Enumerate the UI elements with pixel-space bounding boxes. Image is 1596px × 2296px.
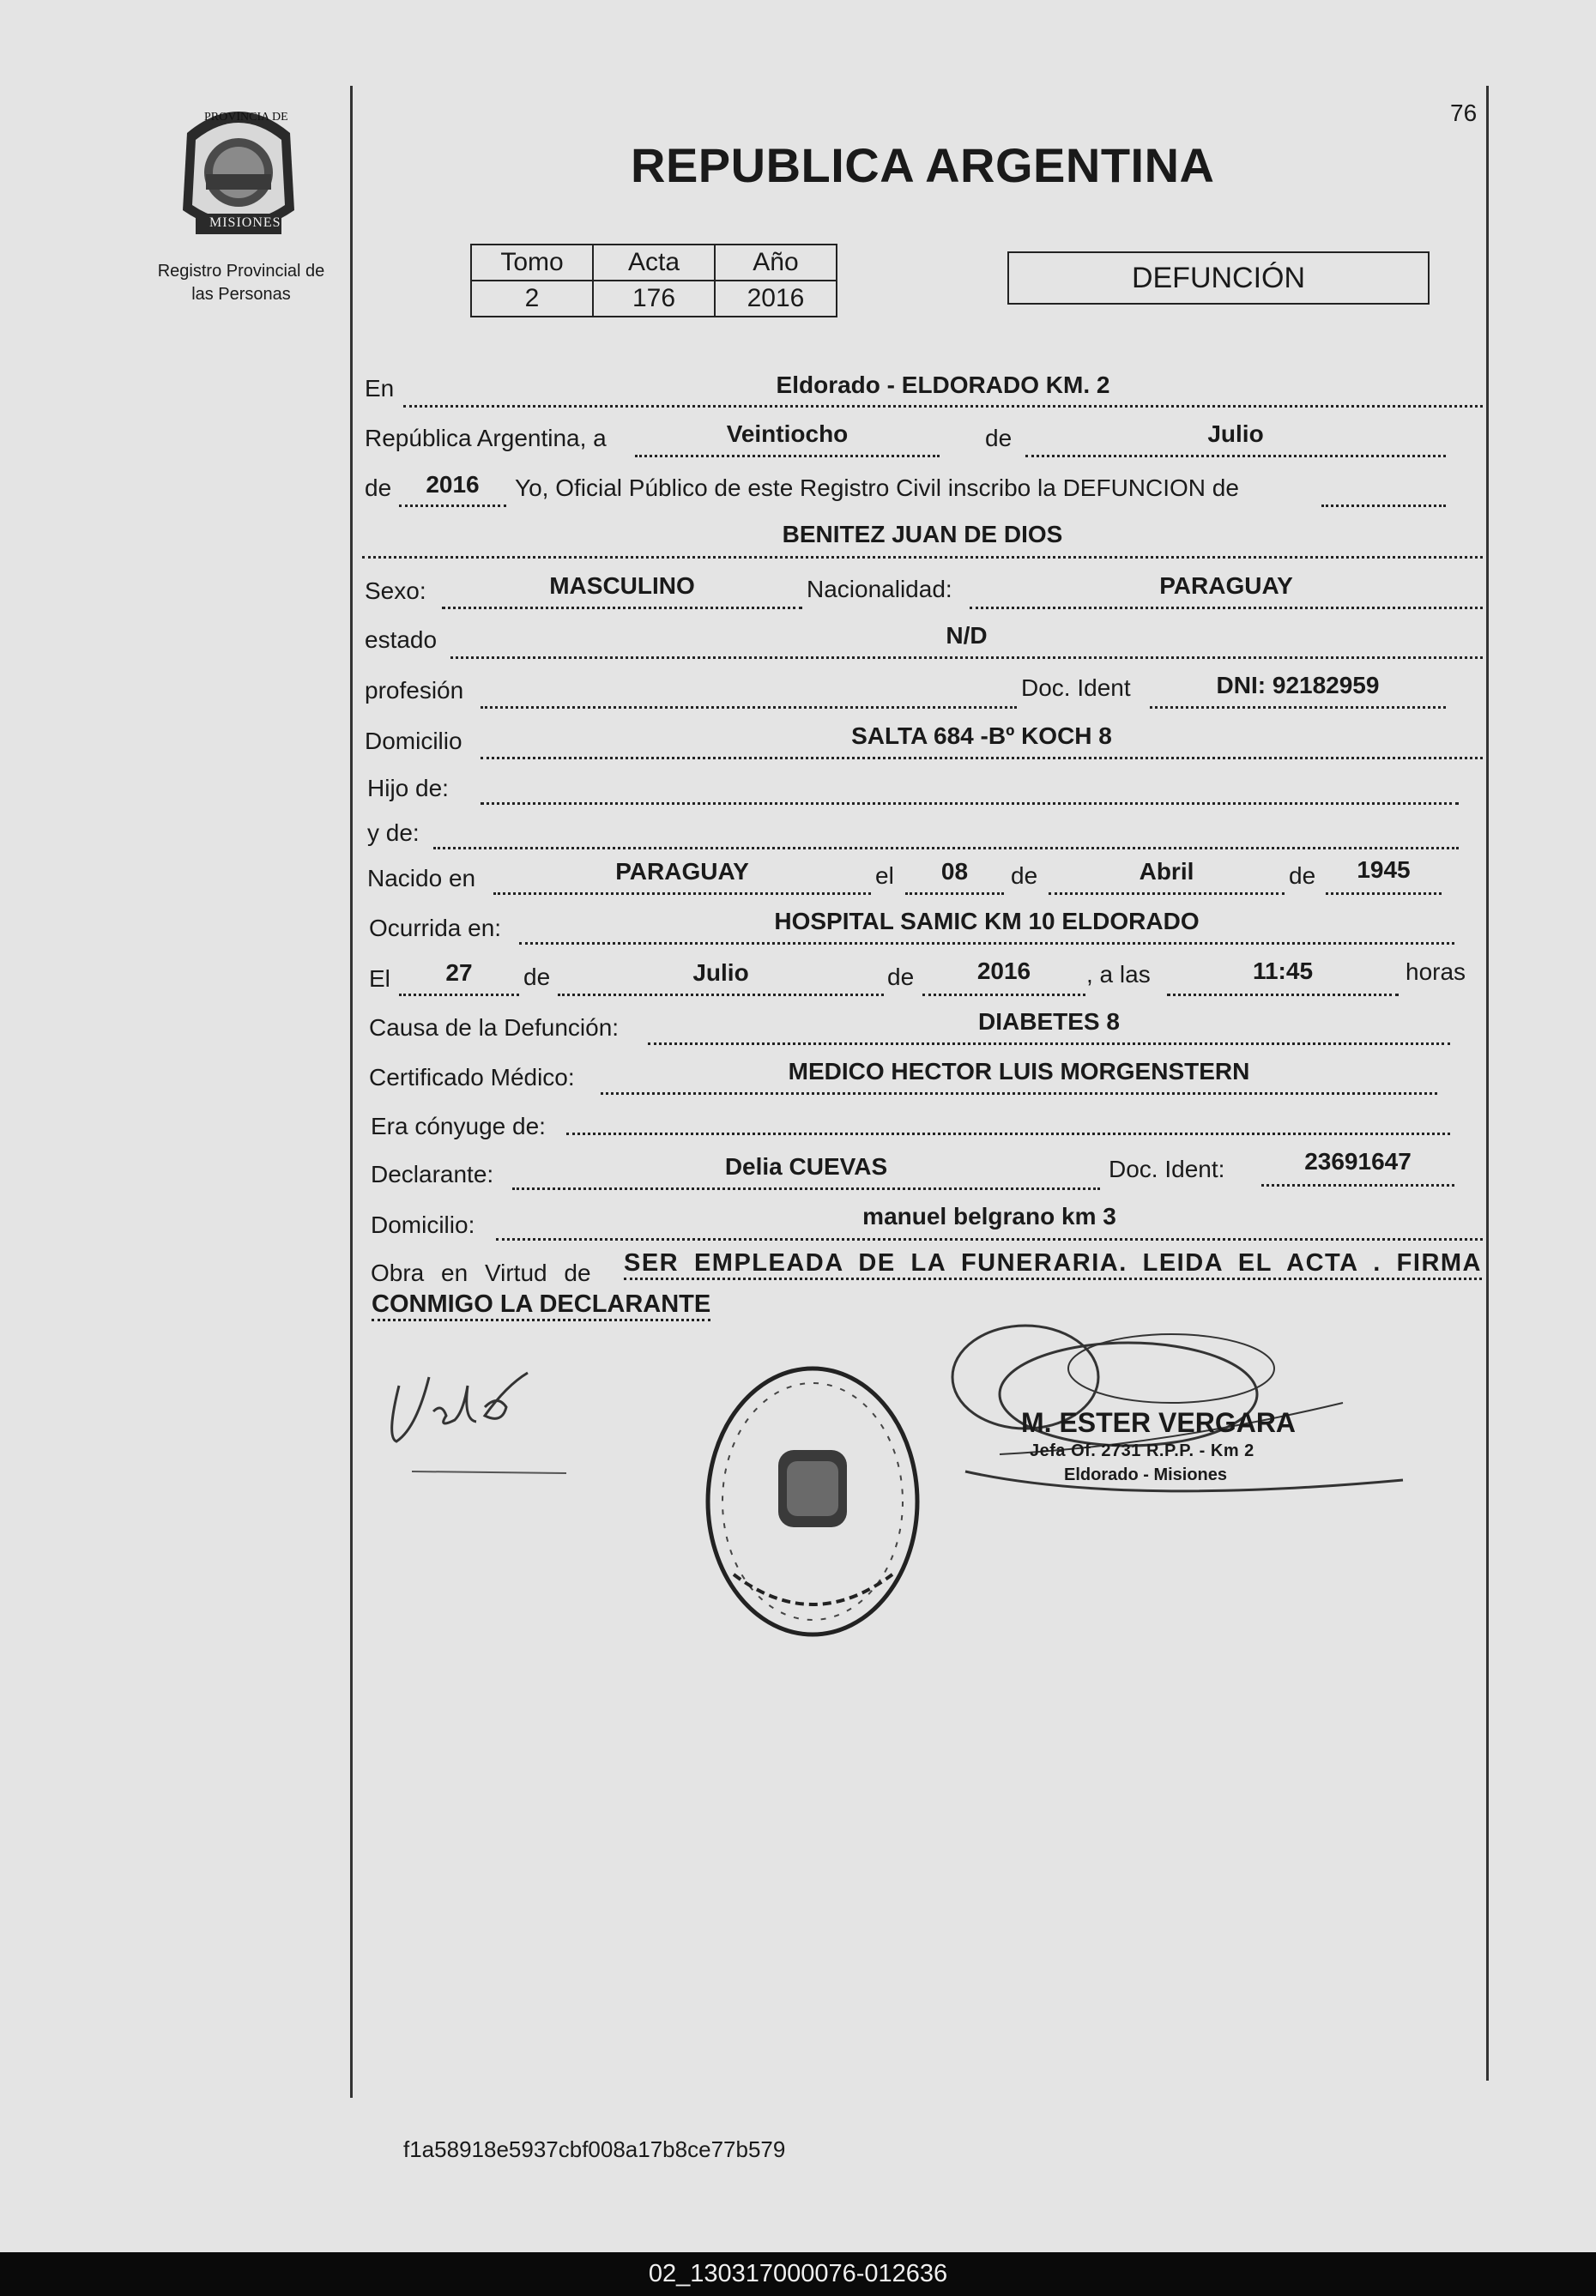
decl-doc-value: 23691647 [1304, 1148, 1412, 1175]
death-de2-label: de [887, 964, 915, 990]
nacionalidad-value: PARAGUAY [1159, 572, 1293, 599]
table-value-tomo: 2 [471, 281, 593, 317]
ocurrida-value: HOSPITAL SAMIC KM 10 ELDORADO [774, 908, 1200, 934]
yde-field-line [433, 821, 1459, 849]
birth-month: Abril [1139, 858, 1194, 885]
death-el-label: El [369, 965, 390, 992]
decl-domicilio-value: manuel belgrano km 3 [862, 1203, 1116, 1230]
officer-stamp-line2: Jefa Of. 2731 R.P.P. - Km 2 [1030, 1441, 1254, 1460]
certificado-value: MEDICO HECTOR LUIS MORGENSTERN [788, 1058, 1250, 1085]
causa-label: Causa de la Defunción: [369, 1014, 620, 1041]
doc-ident-label: Doc. Ident [1021, 674, 1131, 701]
obra-value-line2: CONMIGO LA DECLARANTE [372, 1290, 710, 1321]
nacionalidad-label: Nacionalidad: [807, 576, 952, 602]
registry-line-2: las Personas [191, 285, 291, 304]
oficial-trailing-line [1321, 479, 1446, 507]
year-value: 2016 [426, 471, 480, 498]
right-border-line [1486, 86, 1489, 2081]
alas-label: , a las [1086, 961, 1151, 988]
officer-stamp-name: M. ESTER VERGARA [1021, 1407, 1297, 1438]
record-type-box: DEFUNCIÓN [1007, 251, 1430, 305]
table-header-acta: Acta [593, 245, 715, 281]
table-header-tomo: Tomo [471, 245, 593, 281]
birth-de2-label: de [1289, 862, 1316, 889]
registry-line-1: Registro Provincial de [157, 262, 325, 281]
record-table [470, 244, 837, 317]
birth-day: 08 [940, 858, 969, 885]
profesion-label: profesión [365, 677, 464, 704]
conyuge-label: Era cónyuge de: [371, 1113, 546, 1139]
official-seal [699, 1360, 927, 1643]
yde-label: y de: [367, 819, 420, 846]
en-label: En [365, 375, 395, 402]
hijo-field-line [481, 776, 1459, 805]
estado-value: N/D [946, 622, 988, 649]
death-year: 2016 [976, 958, 1031, 984]
day-value: Veintiocho [726, 420, 849, 447]
conyuge-field-line [566, 1107, 1450, 1135]
sexo-value: MASCULINO [549, 572, 695, 599]
obra-value-line1: SER EMPLEADA DE LA FUNERARIA. LEIDA EL ACTA . FIRMA [624, 1249, 1482, 1280]
profesion-field-line [481, 680, 1017, 709]
obra-label: Obra en Virtud de [371, 1260, 591, 1286]
document-hash: f1a58918e5937cbf008a17b8ce77b579 [403, 2136, 786, 2162]
page-title: REPUBLICA ARGENTINA [631, 138, 1215, 192]
domicilio-value: SALTA 684 -Bº KOCH 8 [851, 722, 1112, 749]
officer-stamp-line3: Eldorado - Misiones [1064, 1465, 1228, 1484]
declarante-value: Delia CUEVAS [724, 1153, 888, 1180]
doc-ident-value: DNI: 92182959 [1216, 672, 1380, 698]
month-de-label: de [985, 425, 1013, 451]
hijo-label: Hijo de: [367, 775, 449, 801]
deceased-name: BENITEZ JUAN DE DIOS [782, 521, 1063, 547]
table-header-anio: Año [715, 245, 837, 281]
declarante-label: Declarante: [371, 1161, 494, 1187]
death-time: 11:45 [1252, 958, 1314, 984]
decl-domicilio-label: Domicilio: [371, 1211, 475, 1238]
province-logo [170, 99, 307, 245]
ocurrida-label: Ocurrida en: [369, 915, 502, 941]
domicilio-label: Domicilio [365, 728, 462, 754]
horas-label: horas [1406, 958, 1466, 985]
table-value-anio: 2016 [715, 281, 837, 317]
nacido-label: Nacido en [367, 865, 476, 891]
logo-text-top: PROVINCIA DE [204, 111, 288, 124]
birth-year: 1945 [1357, 856, 1411, 883]
causa-value: DIABETES 8 [978, 1008, 1120, 1035]
death-day: 27 [445, 959, 473, 986]
death-month: Julio [692, 959, 749, 986]
death-de1-label: de [523, 964, 551, 990]
decl-doc-label: Doc. Ident: [1109, 1156, 1225, 1182]
republica-label: República Argentina, a [365, 425, 607, 451]
logo-text-bottom: MISIONES [209, 215, 281, 230]
declarant-signature [378, 1360, 575, 1497]
table-value-acta: 176 [593, 281, 715, 317]
month-value: Julio [1207, 420, 1264, 447]
certificado-label: Certificado Médico: [369, 1064, 575, 1091]
en-value: Eldorado - ELDORADO KM. 2 [776, 372, 1110, 398]
year-de-label: de [365, 474, 392, 501]
oficial-text: Yo, Oficial Público de este Registro Civil inscribo la DEFUNCION de [515, 474, 1239, 501]
birth-el-label: el [875, 862, 894, 889]
page-number: 76 [1450, 100, 1478, 126]
nacido-value: PARAGUAY [615, 858, 749, 885]
sexo-label: Sexo: [365, 577, 426, 604]
birth-de1-label: de [1011, 862, 1038, 889]
left-border-line [350, 86, 353, 2098]
footer-code: 02_130317000076-012636 [0, 2252, 1596, 2296]
estado-label: estado [365, 626, 438, 653]
